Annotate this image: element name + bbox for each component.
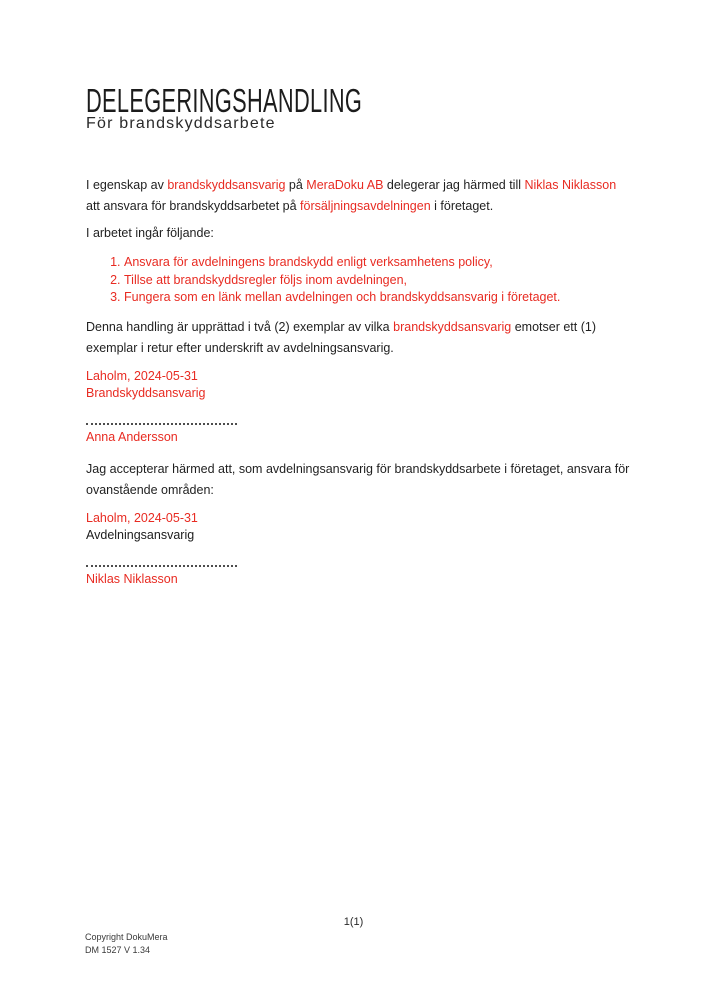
duties-list <box>86 254 684 307</box>
footer <box>85 931 168 956</box>
text-segment: exemplar i retur efter underskrift av avdelningsansvarig. <box>86 341 394 355</box>
footer-copyright: Copyright DokuMera <box>85 932 168 942</box>
list-item: 2. Tillse att brandskyddsregler följs inom avdelningen, <box>124 272 684 290</box>
signature-dotted-line <box>86 563 237 567</box>
page-number: 1(1) <box>343 916 364 928</box>
signature-role: Brandskyddsansvarig <box>86 386 206 400</box>
text-segment: Jag accepterar härmed att, som avdelningsansvarig för brandskyddsarbete i företaget, ansvara för <box>86 462 630 476</box>
highlight-brandskyddsansvarig: brandskyddsansvarig <box>393 320 512 334</box>
signature-place-date: Laholm, 2024-05-31 <box>86 369 198 383</box>
text-segment: i företaget. <box>430 199 494 213</box>
list-item: 1. Ansvara för avdelningens brandskydd enligt verksamhetens policy, <box>124 254 684 272</box>
text-segment: emotser ett (1) <box>511 320 596 334</box>
text-segment: Denna handling är upprättad i två (2) exemplar av vilka <box>86 320 394 334</box>
highlight-department: försäljningsavdelningen <box>300 199 431 213</box>
intro-paragraph <box>86 175 706 217</box>
highlight-delegate-name: Niklas Niklasson <box>524 178 617 192</box>
page-subtitle: För brandskyddsarbete <box>86 115 276 132</box>
closing-paragraph <box>86 317 706 359</box>
signature-block-avdelningsansvarig <box>86 510 237 588</box>
duties-heading: I arbetet ingår följande: <box>86 226 214 240</box>
text-segment: delegerar jag härmed till <box>383 178 525 192</box>
highlight-brandskyddsansvarig: brandskyddsansvarig <box>167 178 286 192</box>
signature-place-date: Laholm, 2024-05-31 <box>86 511 198 525</box>
text-segment: på <box>285 178 307 192</box>
page-title: DELEGERINGSHANDLING <box>86 82 363 119</box>
footer-doc-id: DM 1527 V 1.34 <box>85 944 151 955</box>
signature-name: Anna Andersson <box>86 430 178 444</box>
text-segment: I egenskap av <box>86 178 168 192</box>
text-segment: att ansvara för brandskyddsarbetet på <box>86 199 301 213</box>
acceptance-paragraph <box>86 459 706 501</box>
highlight-company-name: MeraDoku AB <box>306 178 384 192</box>
signature-block-brandskyddsansvarig <box>86 368 237 446</box>
signature-name: Niklas Niklasson <box>86 572 178 586</box>
signature-role: Avdelningsansvarig <box>86 528 195 542</box>
signature-dotted-line <box>86 421 237 425</box>
text-segment: ovanstående områden: <box>86 483 214 497</box>
list-item: 3. Fungera som en länk mellan avdelningen och brandskyddsansvarig i företaget. <box>124 289 684 307</box>
